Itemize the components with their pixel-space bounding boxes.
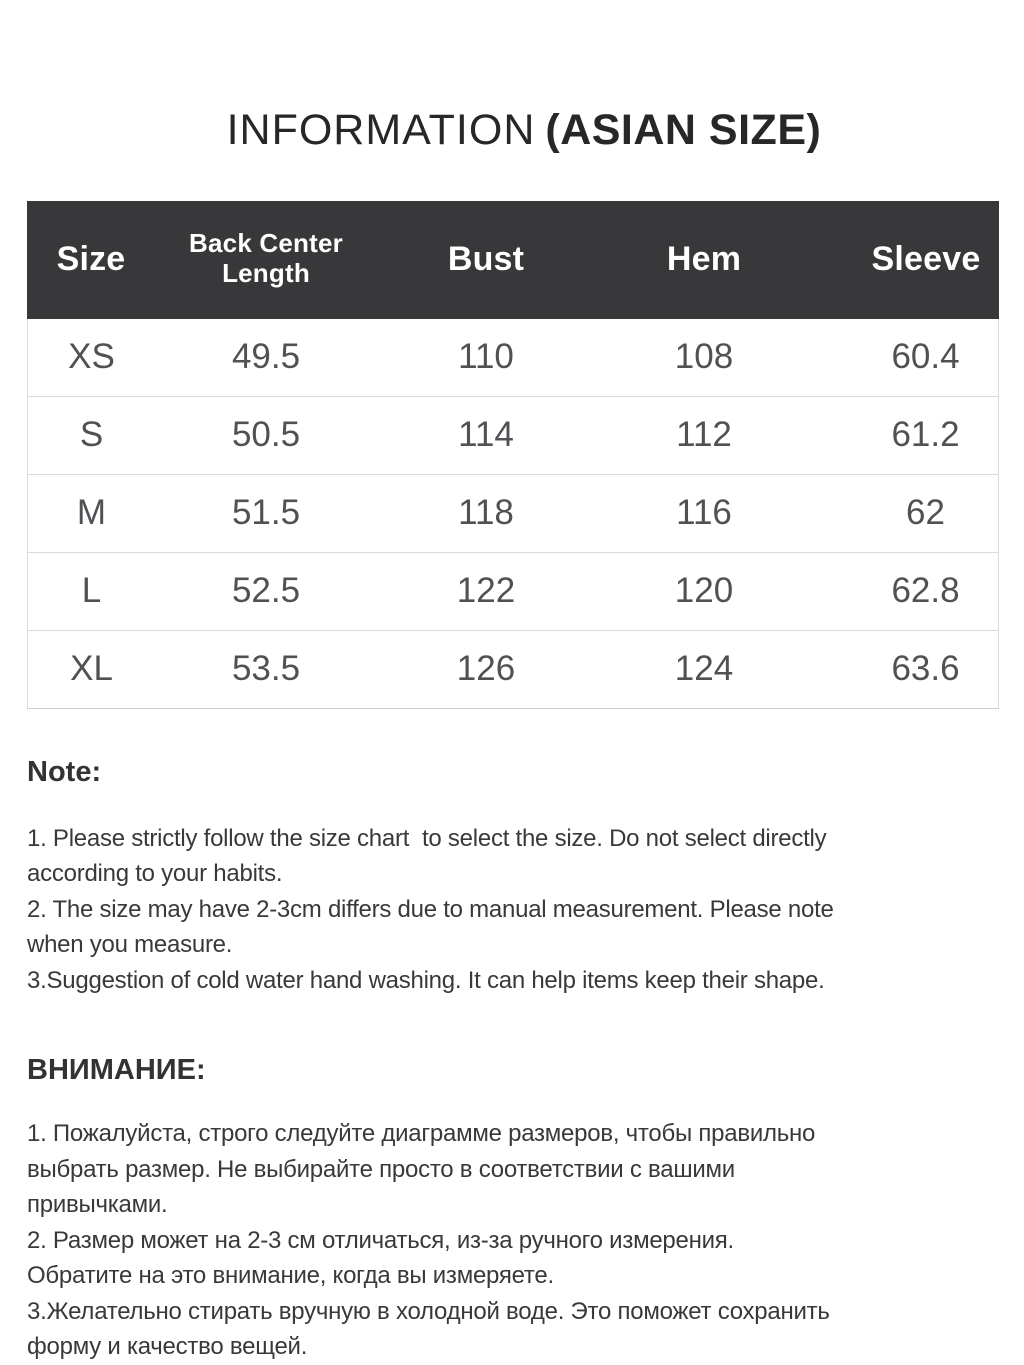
sleeve-cell: 62 <box>813 475 999 553</box>
notes-en-heading: Note: <box>27 755 102 788</box>
table-row-xl <box>27 631 999 709</box>
bust-cell: 118 <box>377 475 595 553</box>
size-cell: XL <box>27 631 155 709</box>
bust-cell: 114 <box>377 397 595 475</box>
bust-cell: 110 <box>377 319 595 397</box>
hem-cell: 120 <box>595 553 813 631</box>
back-center-length-cell: 52.5 <box>155 553 377 631</box>
back-center-length-cell: 50.5 <box>155 397 377 475</box>
header-row <box>27 201 999 319</box>
col-header-size-label: Size <box>56 240 126 278</box>
note-en-line: 3.Suggestion of cold water hand washing. It can help items keep their shape. <box>27 966 825 994</box>
col-header-sleeve-label: Sleeve <box>871 240 981 278</box>
col-header-hem-label: Hem <box>666 240 742 278</box>
back-center-length-cell: 51.5 <box>155 475 377 553</box>
sleeve-cell: 61.2 <box>813 397 999 475</box>
col-header-size <box>27 201 155 319</box>
note-ru-line: 2. Размер может на 2-3 см отличаться, из-за ручного измерения. <box>27 1226 734 1254</box>
sleeve-cell: 62.8 <box>813 553 999 631</box>
notes-en-body <box>27 821 999 999</box>
hem-cell: 108 <box>595 319 813 397</box>
note-en-line: when you measure. <box>27 931 233 958</box>
notes-area <box>27 754 999 1365</box>
size-chart-table <box>27 201 999 709</box>
note-en-line: according to your habits. <box>27 860 283 887</box>
hem-cell: 112 <box>595 397 813 475</box>
note-ru-line: привычками. <box>27 1191 168 1218</box>
col-header-back-center-length <box>155 201 377 319</box>
notes-ru-body <box>27 1116 999 1365</box>
size-chart-body <box>27 319 999 709</box>
note-en-line: 2. The size may have 2-3cm differs due to manual measurement. Please note <box>27 895 834 923</box>
notes-ru-heading: ВНИМАНИЕ: <box>27 1054 206 1086</box>
table-row-l <box>27 553 999 631</box>
note-ru-line: выбрать размер. Не выбирайте просто в соответствии с вашими <box>27 1155 735 1183</box>
page-title-bold: (ASIAN SIZE) <box>545 105 822 154</box>
col-header-hem <box>595 201 813 319</box>
hem-cell: 116 <box>595 475 813 553</box>
size-cell: XS <box>27 319 155 397</box>
table-row-s <box>27 397 999 475</box>
size-cell: M <box>27 475 155 553</box>
size-chart-header <box>27 201 999 319</box>
table-row-m <box>27 475 999 553</box>
size-cell: L <box>27 553 155 631</box>
col-header-bust-label: Bust <box>447 240 525 278</box>
note-en-line: 1. Please strictly follow the size chart to select the size. Do not select directly <box>27 824 827 852</box>
bust-cell: 122 <box>377 553 595 631</box>
size-cell: S <box>27 397 155 475</box>
page-title-regular: INFORMATION <box>226 105 536 154</box>
sleeve-cell: 60.4 <box>813 319 999 397</box>
col-header-back-center-length-label: Back Center Length <box>189 227 343 289</box>
note-ru-line: форму и качество вещей. <box>27 1333 308 1360</box>
note-ru-line: 3.Желательно стирать вручную в холодной воде. Это поможет сохранить <box>27 1297 830 1325</box>
back-center-length-cell: 49.5 <box>155 319 377 397</box>
sleeve-cell: 63.6 <box>813 631 999 709</box>
col-header-sleeve <box>813 201 999 319</box>
note-ru-line: Обратите на это внимание, когда вы измеряете. <box>27 1262 554 1289</box>
col-header-bust <box>377 201 595 319</box>
page-title <box>0 50 1024 158</box>
bust-cell: 126 <box>377 631 595 709</box>
back-center-length-cell: 53.5 <box>155 631 377 709</box>
table-row-xs <box>27 319 999 397</box>
note-ru-line: 1. Пожалуйста, строго следуйте диаграмме размеров, чтобы правильно <box>27 1120 816 1147</box>
hem-cell: 124 <box>595 631 813 709</box>
